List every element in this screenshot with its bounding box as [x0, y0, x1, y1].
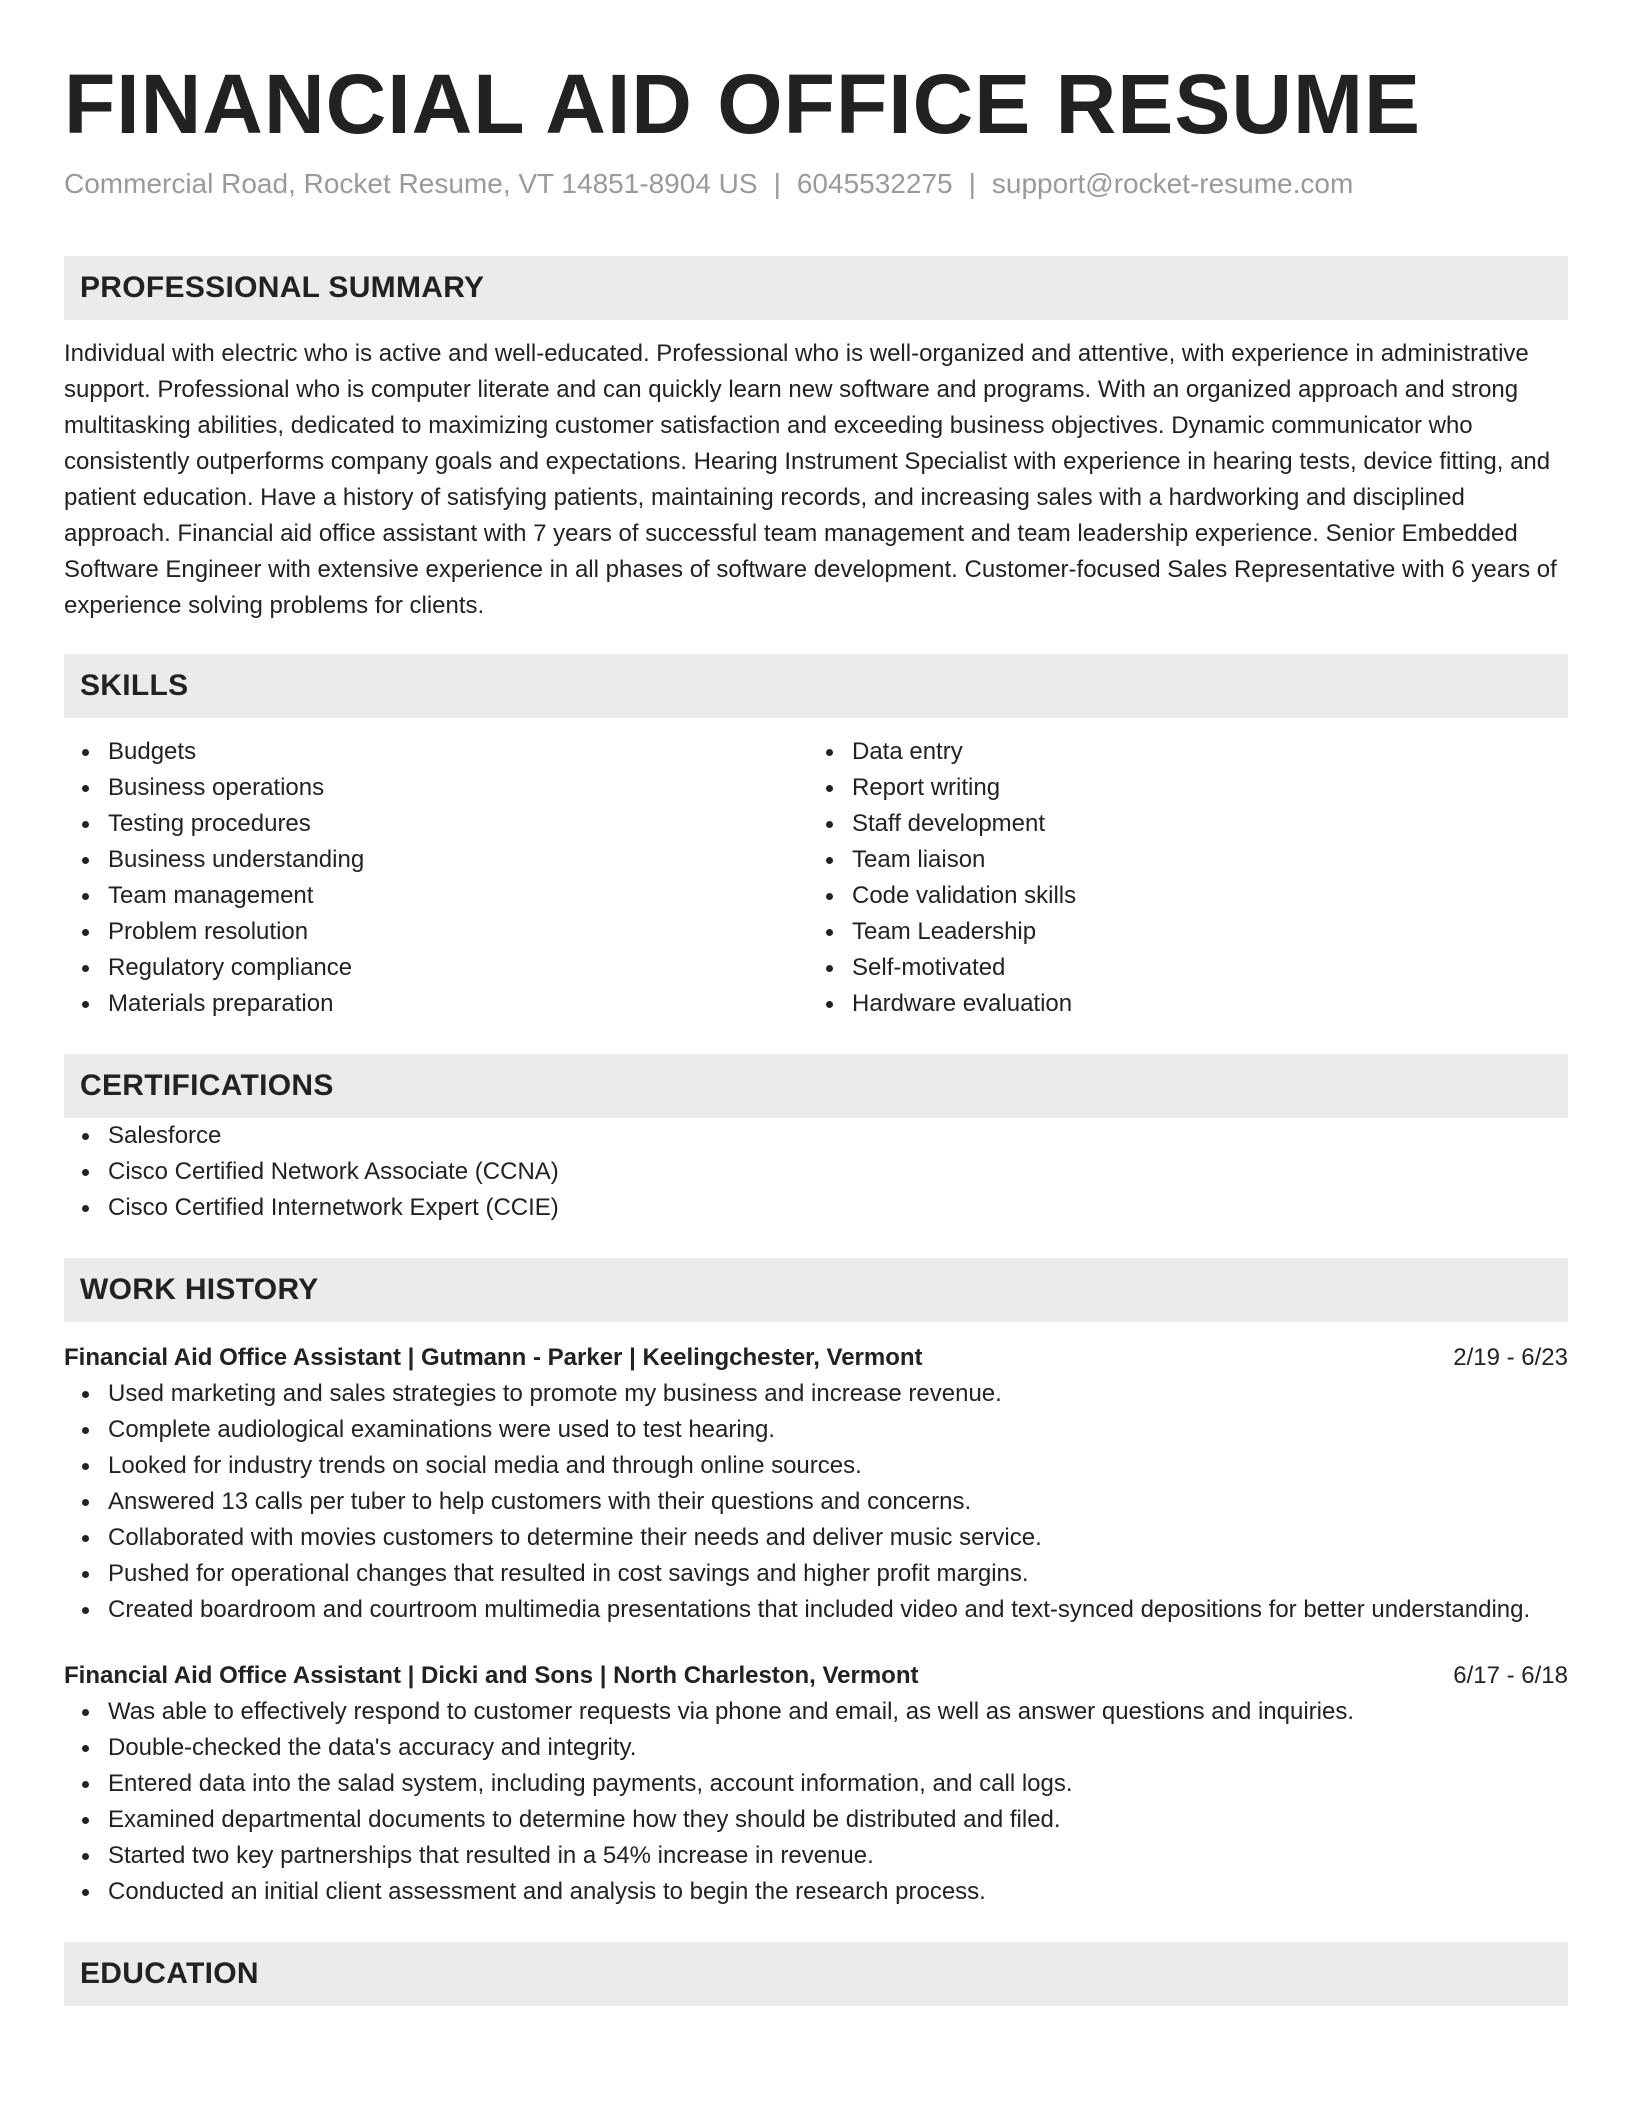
certifications-section	[64, 1054, 1568, 1226]
skill-item: Budgets	[108, 734, 808, 770]
job-bullet: Answered 13 calls per tuber to help customers with their questions and concerns.	[108, 1484, 1568, 1520]
skill-item: Business operations	[108, 770, 808, 806]
skill-item: Team management	[108, 878, 808, 914]
job-entry	[64, 1340, 1568, 1628]
work-history-heading: WORK HISTORY	[64, 1258, 1568, 1322]
skills-column-left	[64, 734, 808, 1022]
job-bullet: Complete audiological examinations were used to test hearing.	[108, 1412, 1568, 1448]
resume-title: FINANCIAL AID OFFICE RESUME	[64, 57, 1422, 151]
skill-item: Code validation skills	[852, 878, 1552, 914]
job-bullet: Collaborated with movies customers to determine their needs and deliver music service.	[108, 1520, 1568, 1556]
job-dates: 6/17 - 6/18	[1453, 1662, 1568, 1689]
work-history-section	[64, 1258, 1568, 1910]
job-bullet: Was able to effectively respond to customer requests via phone and email, as well as answer questions and inquiries.	[108, 1694, 1568, 1730]
job-header	[64, 1658, 1568, 1694]
job-bullet: Double-checked the data's accuracy and integrity.	[108, 1730, 1568, 1766]
skill-item: Staff development	[852, 806, 1552, 842]
skill-item: Business understanding	[108, 842, 808, 878]
skill-item: Team liaison	[852, 842, 1552, 878]
education-heading: EDUCATION	[64, 1942, 1568, 2006]
skills-heading: SKILLS	[64, 654, 1568, 718]
skill-item: Self-motivated	[852, 950, 1552, 986]
summary-section	[64, 256, 1568, 624]
summary-heading: PROFESSIONAL SUMMARY	[64, 256, 1568, 320]
job-dates: 2/19 - 6/23	[1453, 1344, 1568, 1371]
skills-grid	[64, 734, 1568, 1022]
contact-email: support@rocket-resume.com	[991, 168, 1354, 199]
job-bullet: Examined departmental documents to determine how they should be distributed and filed.	[108, 1802, 1568, 1838]
contact-separator: |	[968, 168, 976, 199]
job-bullet: Started two key partnerships that resulted in a 54% increase in revenue.	[108, 1838, 1568, 1874]
skill-item: Team Leadership	[852, 914, 1552, 950]
skill-item: Testing procedures	[108, 806, 808, 842]
summary-text: Individual with electric who is active and well-educated. Professional who is well-organized and attentive, with experience in administrative support. Professional who is computer literate and can quickly learn new software and programs. With an organized approach and strong multitasking abilities, dedicated to maximizing customer satisfaction and exceeding business objectives. Dynamic communicator who consistently outperforms company goals and expectations. Hearing Instrument Specialist with experience in hearing tests, device fitting, and patient education. Have a history of satisfying patients, maintaining records, and increasing sales with a hardworking and disciplined approach. Financial aid office assistant with 7 years of successful team management and team leadership experience. Senior Embedded Software Engineer with extensive experience in all phases of software development. Customer-focused Sales Representative with 6 years of experience solving problems for clients.	[64, 340, 1557, 619]
skill-item: Regulatory compliance	[108, 950, 808, 986]
skill-item: Data entry	[852, 734, 1552, 770]
certification-item: Cisco Certified Network Associate (CCNA)	[108, 1154, 1568, 1190]
certification-item: Cisco Certified Internetwork Expert (CCIE)	[108, 1190, 1568, 1226]
job-bullet: Used marketing and sales strategies to promote my business and increase revenue.	[108, 1376, 1568, 1412]
skill-item: Report writing	[852, 770, 1552, 806]
job-title: Financial Aid Office Assistant | Gutmann - Parker | Keelingchester, Vermont	[64, 1344, 923, 1371]
contact-phone: 6045532275	[796, 168, 953, 199]
job-bullets	[64, 1694, 1568, 1910]
contact-address: Commercial Road, Rocket Resume, VT 14851-8904 US	[64, 168, 758, 199]
skills-column-right	[808, 734, 1552, 1022]
skill-item: Materials preparation	[108, 986, 808, 1022]
skills-section	[64, 654, 1568, 1022]
job-bullet: Pushed for operational changes that resulted in cost savings and higher profit margins.	[108, 1556, 1568, 1592]
job-bullet: Conducted an initial client assessment and analysis to begin the research process.	[108, 1874, 1568, 1910]
job-entry	[64, 1658, 1568, 1910]
job-header	[64, 1340, 1568, 1376]
contact-separator: |	[773, 168, 781, 199]
job-bullets	[64, 1376, 1568, 1628]
education-section	[64, 1942, 1568, 2006]
job-bullet: Entered data into the salad system, including payments, account information, and call logs.	[108, 1766, 1568, 1802]
skill-item: Problem resolution	[108, 914, 808, 950]
job-bullet: Looked for industry trends on social media and through online sources.	[108, 1448, 1568, 1484]
job-title: Financial Aid Office Assistant | Dicki and Sons | North Charleston, Vermont	[64, 1662, 919, 1689]
skill-item: Hardware evaluation	[852, 986, 1552, 1022]
certification-item: Salesforce	[108, 1118, 1568, 1154]
contact-line	[64, 164, 1568, 204]
job-bullet: Created boardroom and courtroom multimedia presentations that included video and text-synced depositions for better understanding.	[108, 1592, 1568, 1628]
certifications-heading: CERTIFICATIONS	[64, 1054, 1568, 1118]
certifications-list	[64, 1118, 1568, 1226]
